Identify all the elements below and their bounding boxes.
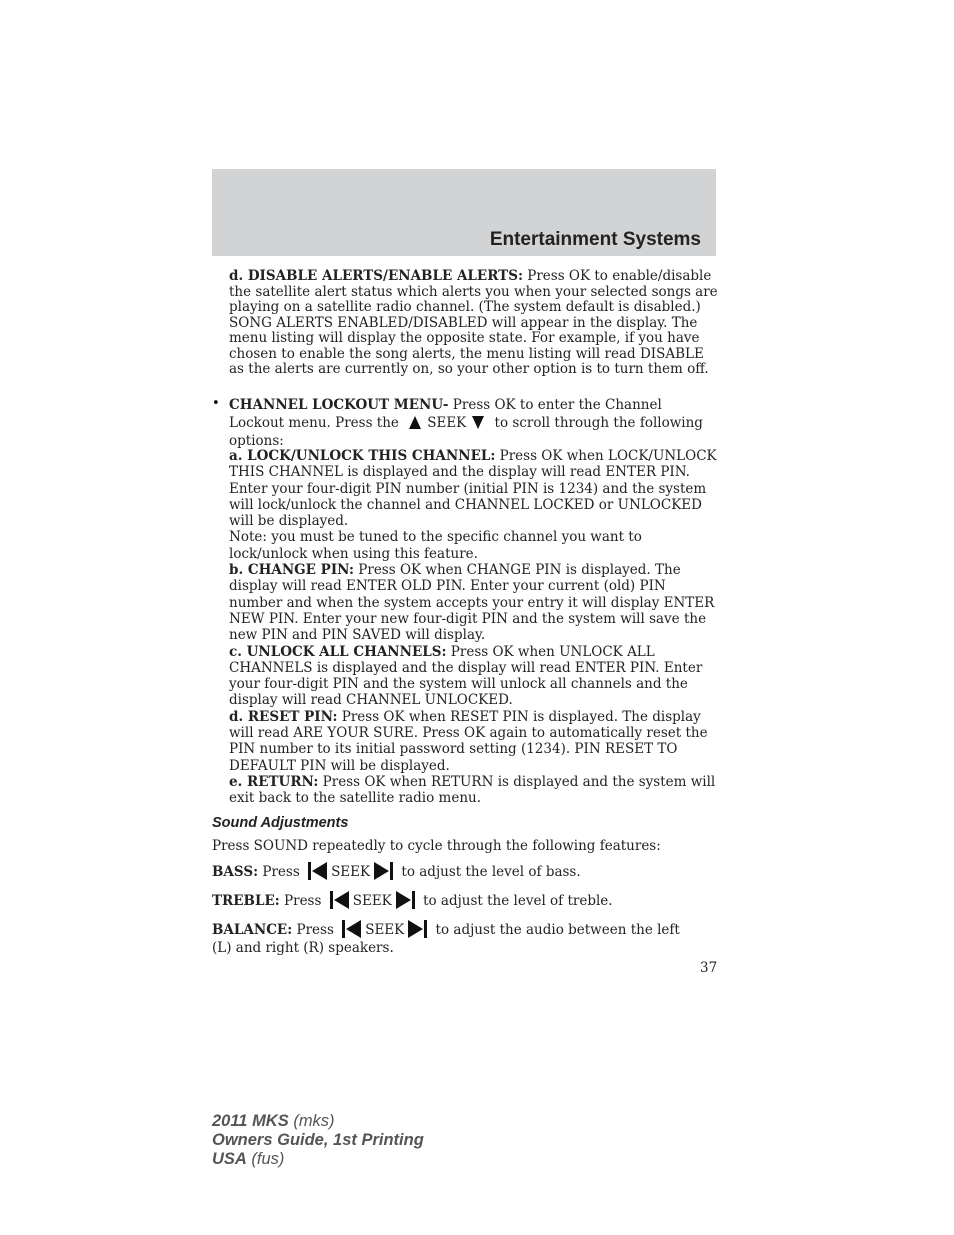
list-item xyxy=(229,644,719,709)
item-text: Press OK when UNLOCK ALL CHANNELS is displayed and the display will read ENTER PIN. Enter your four-digit PIN and the system will unlock all channels and the display will read CHANNEL UNLOCKED. xyxy=(229,643,703,709)
seek-label: SEEK xyxy=(331,864,371,880)
footer-region: USA xyxy=(212,1150,247,1168)
seek-down-arrow-icon xyxy=(472,416,484,429)
paragraph-lead: d. DISABLE ALERTS/ENABLE ALERTS: xyxy=(229,268,523,284)
item-text: Press OK when CHANGE PIN is displayed. The display will read ENTER OLD PIN. Enter your current (old) PIN number and when the system accepts your entry it will display ENTER NEW PIN. Enter your new four-digit PIN and the system will save the new PIN and PIN SAVED will display. xyxy=(229,562,715,644)
item-text: Press OK when RESET PIN is displayed. The display will read ARE YOUR SURE. Press OK again to automatically reset the PIN number to its initial password setting (1234). PIN RESET TO DEFAULT PIN will be displayed. xyxy=(229,708,708,774)
list-item xyxy=(229,562,719,643)
disable-alerts-paragraph xyxy=(229,269,719,378)
seek-up-arrow-icon xyxy=(409,416,421,429)
treble-line xyxy=(212,891,613,912)
footer-guide: Owners Guide, 1st Printing xyxy=(212,1131,424,1149)
list-item xyxy=(229,529,719,562)
document-footer xyxy=(212,1112,424,1169)
list-item xyxy=(229,774,719,807)
seek-label: SEEK xyxy=(365,922,405,938)
seek-previous-icon xyxy=(330,891,349,909)
treble-label: TREBLE: xyxy=(212,893,280,909)
paragraph-text: Press OK to enter the Channel Lockout menu. Press the xyxy=(229,397,662,431)
seek-previous-icon xyxy=(308,862,327,880)
treble-description: to adjust the level of treble. xyxy=(423,893,613,909)
footer-model-code: (mks) xyxy=(288,1112,335,1130)
sound-intro: Press SOUND repeatedly to cycle through the following features: xyxy=(212,838,661,854)
paragraph-lead: CHANNEL LOCKOUT MENU- xyxy=(229,397,449,413)
item-lead: e. RETURN: xyxy=(229,773,319,790)
press-text: Press xyxy=(258,864,300,880)
footer-line-model xyxy=(212,1112,424,1131)
balance-label: BALANCE: xyxy=(212,922,293,938)
footer-line-region xyxy=(212,1150,424,1169)
balance-line-continued: (L) and right (R) speakers. xyxy=(212,940,394,956)
section-title: Entertainment Systems xyxy=(489,229,701,250)
sound-adjustments-heading: Sound Adjustments xyxy=(212,815,349,831)
item-lead: c. UNLOCK ALL CHANNELS: xyxy=(229,643,447,660)
lockout-options-list xyxy=(229,448,719,807)
seek-label: SEEK xyxy=(352,893,392,909)
item-lead: d. RESET PIN: xyxy=(229,708,338,725)
footer-line-guide xyxy=(212,1131,424,1150)
paragraph-text: Press OK to enable/disable the satellite alert status which alerts you when your selected songs are playing on a satellite radio channel. (The system default is disabled.) SONG ALERTS ENABLED/DISABLED will appear in the display. The menu listing will display the opposite state. For example, if you have chosen to enable the song alerts, the menu listing will read DISABLE as the alerts are currently on, so your other option is to turn them off. xyxy=(229,268,718,377)
list-item xyxy=(229,709,719,774)
press-text: Press xyxy=(279,893,322,909)
bullet-marker: • xyxy=(212,396,220,411)
page-number: 37 xyxy=(700,960,718,976)
seek-label: SEEK xyxy=(427,415,467,431)
paragraph-text: to scroll through the following options: xyxy=(229,415,703,449)
seek-next-icon xyxy=(408,920,427,938)
bass-description: to adjust the level of bass. xyxy=(401,864,581,880)
list-item xyxy=(229,448,719,529)
item-text: Press OK when RETURN is displayed and the system will exit back to the satellite radio menu. xyxy=(229,773,716,807)
item-text: Press OK when LOCK/UNLOCK THIS CHANNEL is displayed and the display will read ENTER PIN. Enter your four-digit PIN number (initial PIN is 1234) and the system will lock/unlock the channel and CHANNEL LOCKED or UNLOCKED will be displayed. xyxy=(229,448,717,530)
channel-lockout-paragraph xyxy=(229,396,719,450)
seek-next-icon xyxy=(396,891,415,909)
item-text: Note: you must be tuned to the specific channel you want to lock/unlock when using this feature. xyxy=(229,529,642,562)
footer-region-code: (fus) xyxy=(246,1150,285,1168)
item-lead: a. LOCK/UNLOCK THIS CHANNEL: xyxy=(229,448,496,464)
press-text: Press xyxy=(292,922,334,938)
bass-line xyxy=(212,862,581,883)
item-lead: b. CHANGE PIN: xyxy=(229,562,354,579)
seek-previous-icon xyxy=(342,920,361,938)
footer-model: 2011 MKS xyxy=(212,1112,289,1130)
seek-next-icon xyxy=(374,862,393,880)
section-header-band xyxy=(212,169,716,256)
balance-description: to adjust the audio between the left xyxy=(435,922,680,938)
bass-label: BASS: xyxy=(212,864,259,880)
balance-line xyxy=(212,920,680,941)
